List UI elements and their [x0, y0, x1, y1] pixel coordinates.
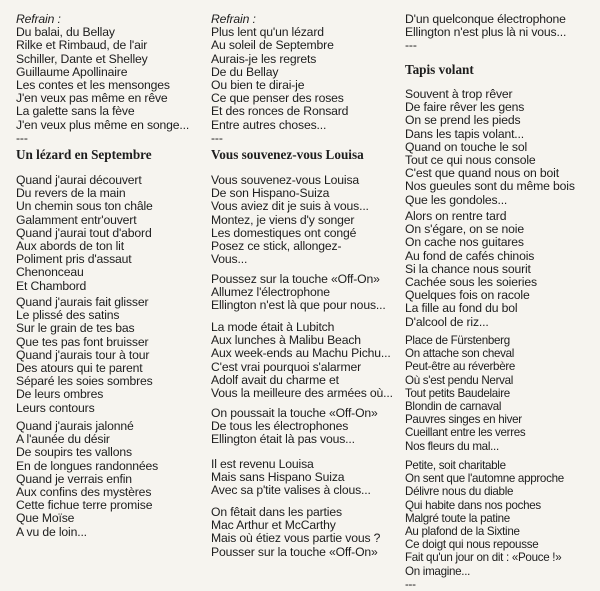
lyrics-stanza [16, 174, 153, 293]
lyric-line: On se prend les pieds [405, 113, 521, 128]
song-title: Un lézard en Septembre [16, 147, 152, 162]
lyrics-stanza [211, 174, 369, 266]
lyric-line: Mais où étiez vous partie vous ? [211, 531, 381, 546]
lyric-line: Le plissé des satins [16, 308, 120, 323]
lyric-line: Blondin de carnaval [405, 400, 502, 414]
lyrics-stanza [211, 273, 386, 313]
lyrics-stanza [16, 296, 153, 415]
lyric-line: --- [16, 130, 28, 145]
lyrics-stanza [211, 458, 371, 498]
lyric-line: Poliment pris d'assaut [16, 252, 132, 267]
lyric-line: --- [405, 577, 416, 591]
lyric-line: De faire rêver les gens [405, 100, 525, 115]
lyric-line: La fille au fond du bol [405, 301, 518, 316]
lyric-line: Tout ce qui nous console [405, 153, 536, 168]
song-title: Vous souvenez-vous Louisa [211, 147, 364, 162]
song-title-block [211, 147, 364, 163]
lyric-line: C'est vrai pourquoi s'alarmer [211, 359, 361, 374]
lyric-line: Ce doigt qui nous repousse [405, 538, 539, 552]
refrain-label: Refrain : [211, 12, 256, 26]
lyric-line: Aux abords de ton lit [16, 239, 124, 254]
lyric-line: Ellington n'est plus là ni vous... [405, 25, 567, 40]
refrain-label: Refrain : [16, 12, 61, 26]
lyric-line: Aux confins des mystères [16, 485, 152, 500]
lyric-line: Mais sans Hispano Suiza [211, 470, 345, 485]
lyric-line: Quand j'aurai tout d'abord [16, 225, 152, 240]
lyric-line: A l'aunée du désir [16, 432, 110, 447]
lyric-line: Quand on touche le sol [405, 139, 528, 154]
lyrics-stanza [405, 210, 537, 329]
lyric-line: C'est que quand nous on boit [405, 166, 559, 181]
lyric-line: Leurs contours [16, 400, 95, 415]
lyrics-stanza [405, 88, 575, 207]
lyric-line: Cette fichue terre promise [16, 498, 153, 513]
lyric-line: Au fond de cafés chinois [405, 248, 535, 263]
lyric-line: Au soleil de Septembre [211, 38, 334, 53]
lyric-line: Pauvres singes en hiver [405, 413, 522, 427]
lyric-line: Posez ce stick, allongez- [211, 239, 342, 254]
lyrics-stanza [405, 13, 566, 53]
lyric-line: D'alcool de riz... [405, 314, 489, 329]
lyric-line: On fêtait dans les parties [211, 505, 342, 519]
lyric-line: Poussez sur la touche «Off-On» [211, 272, 380, 286]
lyric-line: Séparé les soies sombres [16, 374, 153, 389]
lyric-line: Fait qu'un jour on dit : «Pouce !» [405, 551, 562, 565]
song-title: Tapis volant [405, 62, 474, 77]
lyric-line: Plus lent qu'un lézard [211, 25, 324, 40]
lyric-line: Ou bien te dirai-je [211, 78, 305, 93]
lyric-line: De leurs ombres [16, 387, 104, 402]
lyric-line: Aux lunches à Malibu Beach [211, 333, 361, 348]
lyric-line: Malgré toute la patine [405, 511, 510, 525]
lyric-line: --- [211, 130, 223, 145]
lyric-line: Les domestiques ont congé [211, 225, 357, 240]
lyric-line: Du revers de la main [16, 186, 126, 201]
lyrics-stanza [211, 13, 348, 145]
lyric-line: Vous la meilleure des armées où... [211, 386, 393, 401]
lyric-line: Peut-être au réverbère [405, 360, 516, 374]
lyric-line: J'en veux pas même en rêve [16, 91, 168, 106]
lyric-line: Un chemin sous ton châle [16, 199, 153, 214]
lyric-line: De son Hispano-Suiza [211, 186, 330, 201]
lyric-line: Si la chance nous sourit [405, 261, 531, 276]
lyric-line: Quand j'aurais jalonné [16, 419, 134, 433]
lyric-line: Souvent à trop rêver [405, 87, 513, 101]
lyric-line: Vous... [211, 252, 248, 267]
lyric-line: Cueillant entre les verres [405, 426, 526, 440]
lyric-line: Des atours qui te parent [16, 361, 143, 376]
lyric-line: De soupirs tes vallons [16, 445, 132, 460]
lyric-line: Aux week-ends au Machu Pichu... [211, 346, 391, 361]
lyric-line: Du balai, du Bellay [16, 25, 115, 40]
lyric-line: De du Bellay [211, 64, 279, 79]
lyric-line: Alors on rentre tard [405, 209, 507, 223]
lyric-line: On sent que l'automne approche [405, 472, 564, 486]
lyric-line: Quand j'aurais fait glisser [16, 295, 149, 309]
lyrics-stanza [211, 506, 380, 559]
lyric-line: Pousser sur la touche «Off-On» [211, 544, 378, 559]
lyrics-stanza [211, 407, 378, 447]
lyric-line: Nos gueules sont du même bois [405, 179, 575, 194]
lyric-line: Chenonceau [16, 265, 84, 280]
lyric-line: Que tes pas font bruisser [16, 334, 149, 349]
lyric-line: Quand je verrais enfin [16, 471, 132, 486]
lyric-line: Allumez l'électrophone [211, 285, 330, 300]
lyric-line: En de longues randonnées [16, 458, 159, 473]
lyric-line: Adolf avait du charme et [211, 372, 339, 387]
lyric-line: Guillaume Apollinaire [16, 64, 128, 79]
lyric-line: D'un quelconque électrophone [405, 12, 566, 26]
lyric-line: Les contes et les mensonges [16, 78, 170, 93]
lyric-line: J'en veux plus même en songe... [16, 117, 190, 132]
lyric-line: La mode était à Lubitch [211, 320, 335, 334]
lyric-line: Ellington était là pas vous... [211, 432, 355, 447]
lyric-line: Schiller, Dante et Shelley [16, 51, 148, 66]
lyric-line: Montez, je viens d'y songer [211, 212, 355, 227]
lyric-line: Vous souvenez-vous Louisa [211, 173, 360, 187]
lyric-line: Rilke et Rimbaud, de l'air [16, 38, 148, 53]
lyric-line: Que Moïse [16, 511, 75, 526]
lyric-line: Petite, soit charitable [405, 459, 506, 472]
lyric-line: A vu de loin... [16, 524, 87, 539]
lyric-line: --- [405, 38, 417, 53]
lyric-line: De tous les électrophones [211, 419, 349, 434]
lyric-line: Vous aviez dit je suis à vous... [211, 199, 369, 214]
lyric-line: Galamment entr'ouvert [16, 212, 137, 227]
lyric-line: Cachée sous les soieries [405, 275, 537, 290]
lyric-line: Que les gondoles... [405, 192, 508, 207]
lyric-line: On s'égare, on se noie [405, 222, 524, 237]
lyric-line: Qui habite dans nos poches [405, 498, 541, 512]
lyric-line: Délivre nous du diable [405, 485, 514, 499]
lyrics-stanza [405, 459, 564, 591]
lyric-line: Aurais-je les regrets [211, 51, 317, 66]
lyric-line: Mac Arthur et McCarthy [211, 518, 336, 533]
song-title-block [405, 62, 474, 78]
lyric-line: Avec sa p'tite valises à clous... [211, 483, 371, 498]
lyric-line: Au plafond de la Sixtine [405, 525, 520, 539]
lyric-line: Quand j'aurais tour à tour [16, 347, 150, 362]
lyric-line: Et Chambord [16, 278, 87, 293]
lyric-line: Quand j'aurai découvert [16, 173, 142, 187]
lyric-line: Dans les tapis volant... [405, 126, 525, 141]
lyrics-stanza [16, 13, 189, 145]
lyric-line: Ce que penser des roses [211, 91, 344, 106]
lyric-line: Place de Fürstenberg [405, 334, 510, 347]
lyric-line: On attache son cheval [405, 347, 515, 361]
lyric-line: Et des ronces de Ronsard [211, 104, 349, 119]
song-title-block [16, 147, 152, 163]
lyric-line: Nos fleurs du mal... [405, 439, 499, 453]
lyric-line: Sur le grain de tes bas [16, 321, 135, 336]
lyric-line: Ellington n'est là que pour nous... [211, 298, 386, 313]
lyric-line: Tout petits Baudelaire [405, 386, 510, 400]
lyrics-stanza [211, 321, 393, 400]
lyric-line: Où s'est pendu Nerval [405, 373, 514, 387]
lyric-line: On poussait la touche «Off-On» [211, 406, 378, 420]
lyric-line: La galette sans la fève [16, 104, 135, 119]
lyrics-stanza [405, 334, 525, 453]
lyric-line: Il est revenu Louisa [211, 457, 314, 471]
lyric-line: Entre autres choses... [211, 117, 327, 132]
lyric-line: Quelques fois on racole [405, 288, 530, 303]
lyric-line: On cache nos guitares [405, 235, 524, 250]
lyrics-stanza [16, 420, 158, 539]
lyric-line: On imagine... [405, 564, 471, 578]
